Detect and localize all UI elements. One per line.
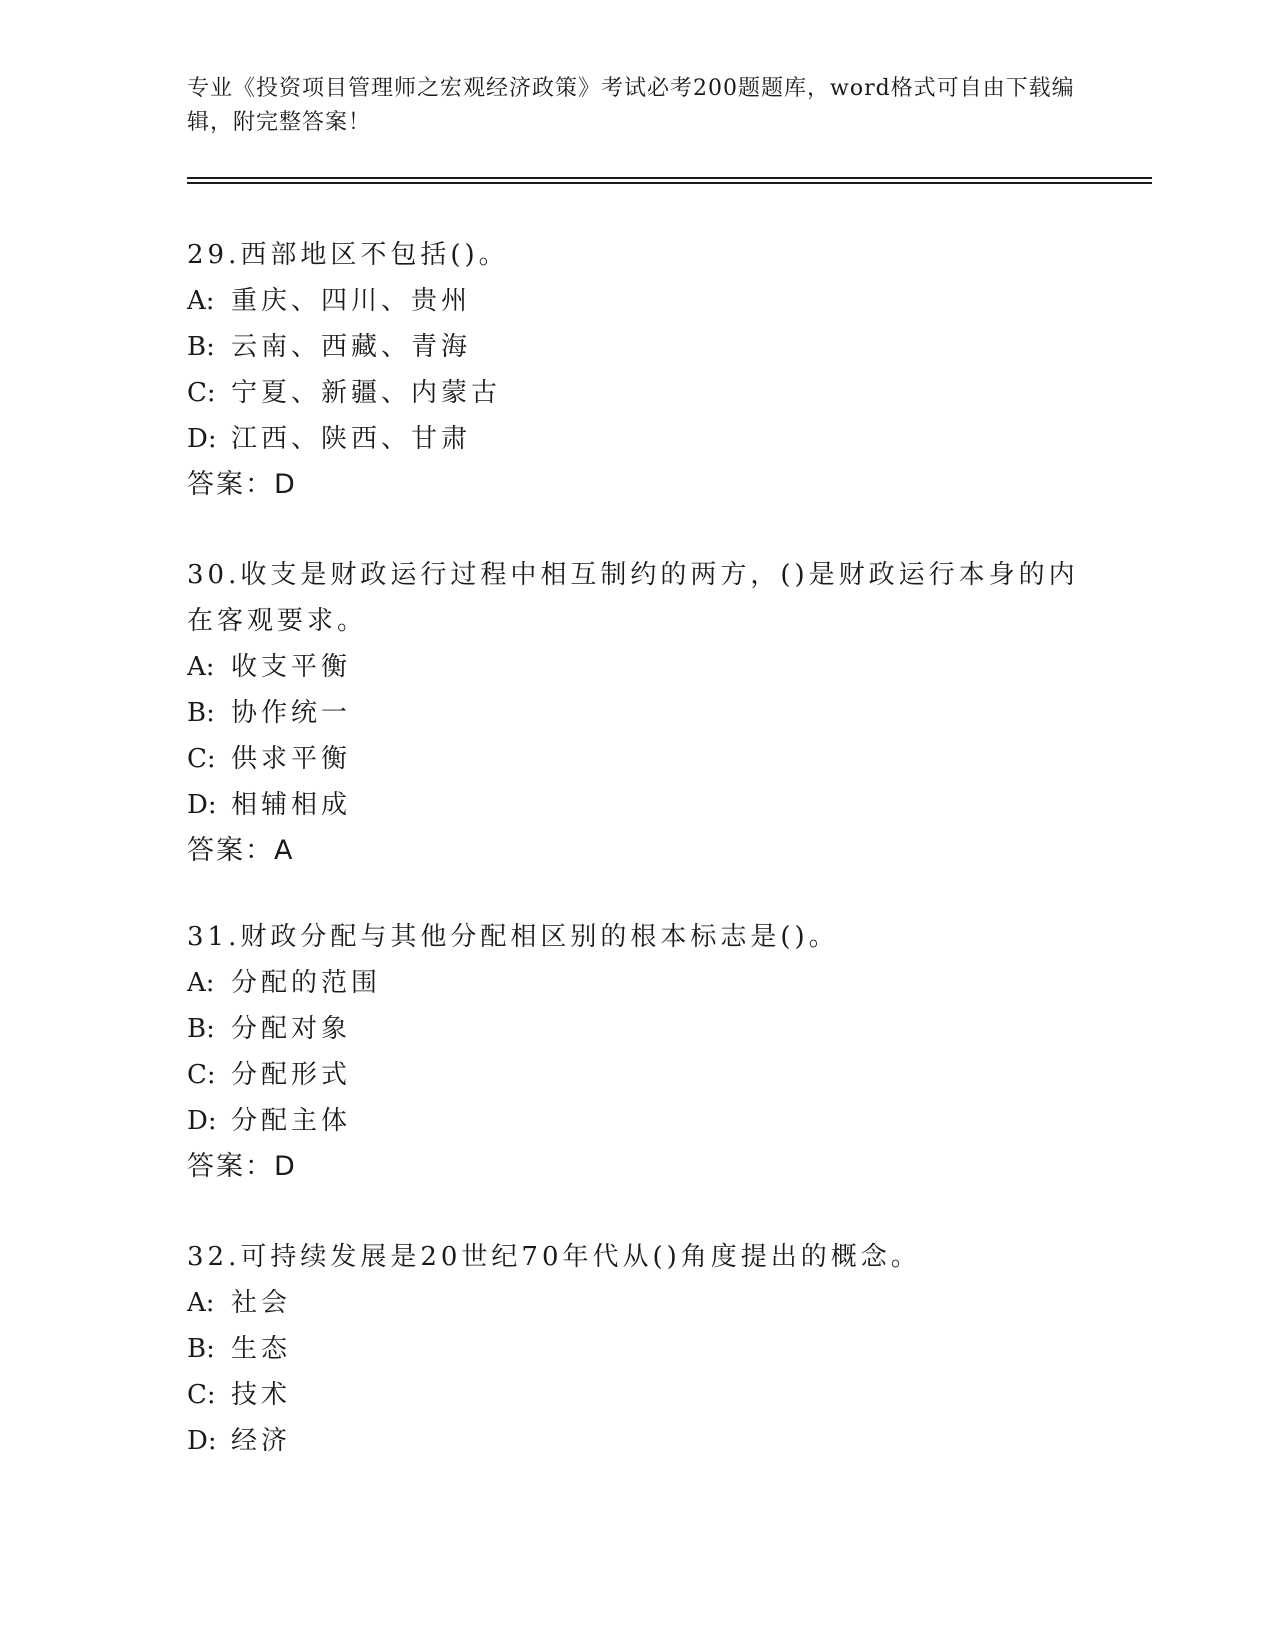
option-text: 宁夏、新疆、内蒙古: [231, 378, 502, 408]
option-text: 社会: [231, 1288, 292, 1318]
question-stem: 32.可持续发展是20世纪70年代从()角度提出的概念。: [187, 1242, 921, 1272]
option-text: 经济: [231, 1426, 292, 1456]
option-d: [187, 1418, 1087, 1464]
option-text: 协作统一: [231, 698, 352, 728]
option-a: [187, 278, 1087, 324]
option-c: [187, 1372, 1087, 1418]
option-text: 重庆、四川、贵州: [231, 286, 472, 316]
option-key: A:: [187, 652, 215, 682]
question-30: [187, 552, 1087, 874]
option-text: 相辅相成: [231, 790, 352, 820]
option-d: [187, 1098, 1087, 1144]
option-d: [187, 416, 1087, 462]
option-key: C:: [187, 1060, 216, 1090]
question-32: [187, 1234, 1087, 1464]
option-text: 分配形式: [231, 1060, 352, 1090]
option-c: [187, 1052, 1087, 1098]
option-text: 供求平衡: [231, 744, 352, 774]
answer-line: 答案：A: [187, 835, 295, 866]
option-key: C:: [187, 378, 216, 408]
option-c: [187, 370, 1087, 416]
option-key: D:: [187, 1426, 217, 1456]
option-c: [187, 736, 1087, 782]
option-key: B:: [187, 1334, 215, 1364]
option-b: [187, 1006, 1087, 1052]
question-29: [187, 232, 1087, 508]
option-key: D:: [187, 790, 217, 820]
option-key: B:: [187, 332, 215, 362]
option-text: 分配对象: [231, 1014, 352, 1044]
option-key: C:: [187, 744, 216, 774]
answer-line: 答案：D: [187, 469, 297, 500]
answer-line: 答案：D: [187, 1151, 297, 1182]
option-key: A:: [187, 968, 215, 998]
option-text: 江西、陕西、甘肃: [231, 424, 472, 454]
option-a: [187, 960, 1087, 1006]
option-text: 生态: [231, 1334, 292, 1364]
option-d: [187, 782, 1087, 828]
option-key: B:: [187, 698, 215, 728]
option-key: C:: [187, 1380, 216, 1410]
question-31: [187, 914, 1087, 1190]
option-key: D:: [187, 1106, 217, 1136]
option-key: D:: [187, 424, 217, 454]
option-text: 分配主体: [231, 1106, 352, 1136]
question-stem: 30.收支是财政运行过程中相互制约的两方，()是财政运行本身的内在客观要求。: [187, 560, 1079, 636]
header-divider-bottom: [187, 182, 1152, 184]
option-text: 技术: [231, 1380, 292, 1410]
option-key: A:: [187, 286, 215, 316]
header-divider-top: [187, 177, 1152, 179]
option-b: [187, 690, 1087, 736]
question-stem: 29.西部地区不包括()。: [187, 240, 509, 270]
option-a: [187, 1280, 1087, 1326]
option-text: 分配的范围: [231, 968, 382, 998]
option-key: A:: [187, 1288, 215, 1318]
option-text: 收支平衡: [231, 652, 352, 682]
option-text: 云南、西藏、青海: [231, 332, 472, 362]
question-stem: 31.财政分配与其他分配相区别的根本标志是()。: [187, 922, 839, 952]
document-intro: 专业《投资项目管理师之宏观经济政策》考试必考200题题库，word格式可自由下载编辑，附完整答案！: [187, 76, 1075, 135]
option-key: B:: [187, 1014, 215, 1044]
option-a: [187, 644, 1087, 690]
option-b: [187, 324, 1087, 370]
option-b: [187, 1326, 1087, 1372]
